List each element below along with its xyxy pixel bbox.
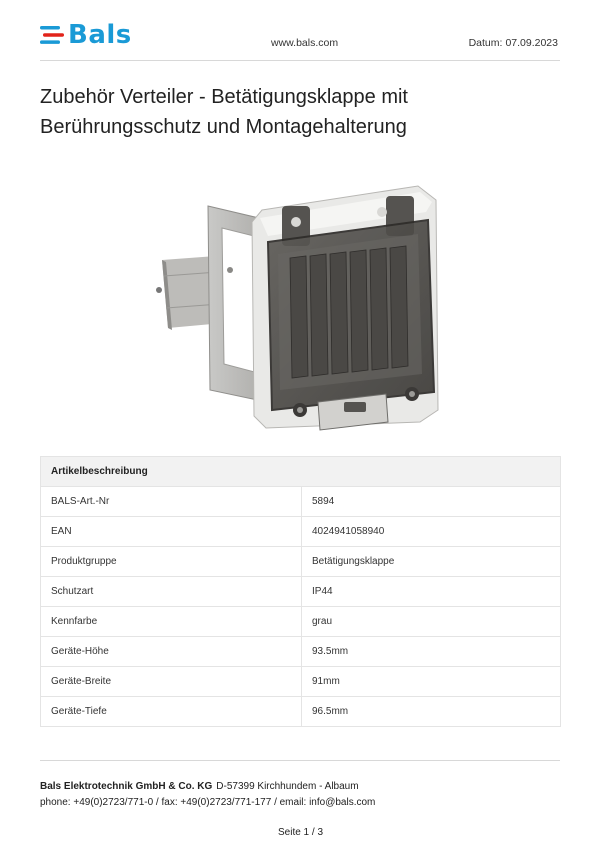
row-key: Geräte-Tiefe: [41, 697, 302, 727]
article-description-table: [40, 456, 561, 727]
table-row: [41, 637, 561, 667]
title-line-2: Berührungsschutz und Montagehalterung: [40, 116, 407, 138]
bals-logo: [40, 22, 132, 48]
logo-text: Bals: [68, 20, 132, 50]
table-row: [41, 607, 561, 637]
page-footer: [40, 760, 560, 811]
row-value: 91mm: [302, 667, 561, 697]
row-value: 4024941058940: [302, 517, 561, 547]
row-key: Geräte-Höhe: [41, 637, 302, 667]
row-value: 96.5mm: [302, 697, 561, 727]
row-value: IP44: [302, 577, 561, 607]
page-header: [40, 18, 560, 61]
company-name: Bals Elektrotechnik GmbH & Co. KG: [40, 781, 213, 792]
table-row: [41, 577, 561, 607]
date-value: 07.09.2023: [505, 37, 558, 49]
row-key: EAN: [41, 517, 302, 547]
row-key: Geräte-Breite: [41, 667, 302, 697]
row-key: BALS-Art.-Nr: [41, 487, 302, 517]
company-line: [40, 779, 560, 795]
table-header-row: [41, 457, 561, 487]
company-address: D-57399 Kirchhundem - Albaum: [216, 781, 359, 792]
row-value: grau: [302, 607, 561, 637]
page-title: [40, 82, 560, 142]
contact-line: phone: +49(0)2723/771-0 / fax: +49(0)2723/771-177 / email: info@bals.com: [40, 797, 376, 808]
table-row: [41, 667, 561, 697]
bals-logo-icon: [40, 24, 64, 46]
row-key: Schutzart: [41, 577, 302, 607]
product-photo: [150, 178, 450, 440]
row-value: Betätigungsklappe: [302, 547, 561, 577]
date-label: Datum:: [468, 37, 503, 49]
table-heading: Artikelbeschreibung: [41, 457, 561, 487]
row-key: Kennfarbe: [41, 607, 302, 637]
table-row: [41, 697, 561, 727]
date-stamp: [469, 37, 558, 49]
title-line-1: Zubehör Verteiler - Betätigungsklappe mit: [40, 86, 408, 108]
website-link[interactable]: www.bals.com: [271, 37, 339, 49]
table-row: [41, 487, 561, 517]
table-row: [41, 547, 561, 577]
table-row: [41, 517, 561, 547]
row-key: Produktgruppe: [41, 547, 302, 577]
page-number: Seite 1 / 3: [277, 827, 324, 838]
row-value: 93.5mm: [302, 637, 561, 667]
row-value: 5894: [302, 487, 561, 517]
